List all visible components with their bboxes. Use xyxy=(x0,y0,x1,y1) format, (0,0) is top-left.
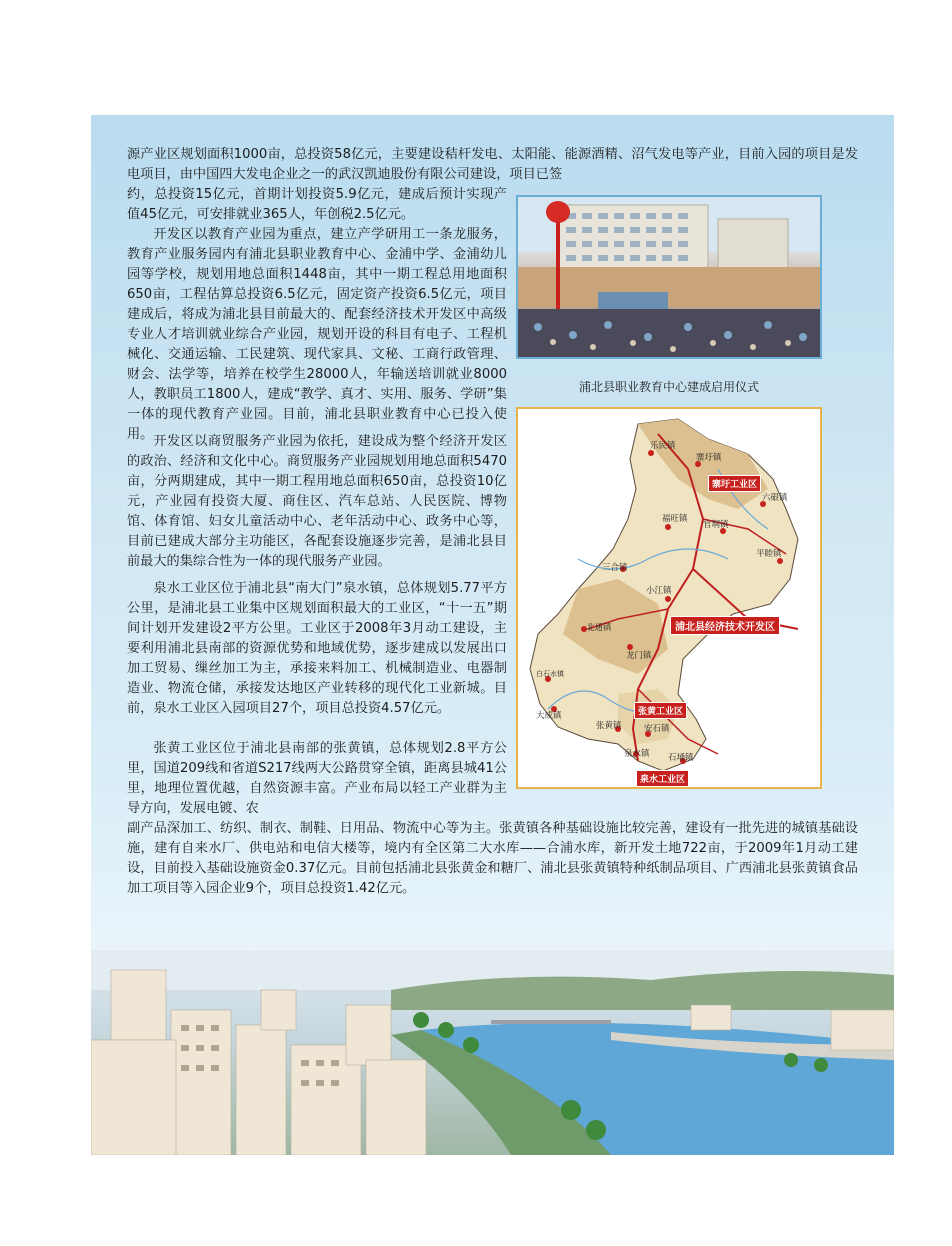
ceremony-photo xyxy=(516,195,822,359)
town-lemin: 乐民镇 xyxy=(650,441,676,451)
town-longmen: 龙门镇 xyxy=(626,651,652,661)
paragraph-zhanghuang-left: 张黄工业区位于浦北县南部的张黄镇，总体规划2.8平方公里，国道209线和省道S217线两大公路贯穿全镇，距离县城41公里，地理位置优越，自然资源丰富。产业布局以轻工产业群为主导方向，发展电镀、农 xyxy=(127,741,507,816)
cityscape-image xyxy=(91,950,894,1155)
photo-caption: 浦北县职业教育中心建成启用仪式 xyxy=(578,380,759,394)
town-sanhe: 三合镇 xyxy=(602,563,628,573)
zone-kaifaqu-label: 浦北县经济技术开发区 xyxy=(670,616,780,635)
paragraph-energy-top: 源产业区规划面积1000亩，总投资58亿元，主要建设秸杆发电、太阳能、能源酒精、沼气发电等产业，目前入园的项目是发电项目，由中国四大发电企业之一的武汉凯迪股份有限公司建设，项目已签 xyxy=(127,147,858,182)
town-anshi: 安石镇 xyxy=(644,724,670,734)
town-dacheng: 大成镇 xyxy=(536,711,562,721)
paragraph-energy-rest: 约，总投资15亿元，首期计划投资5.9亿元，建成后预计实现产值45亿元，可安排就业365人，年创税2.5亿元。 xyxy=(127,187,507,222)
zone-zhaixu-label: 寨圩工业区 xyxy=(708,475,761,492)
town-beitong: 北通镇 xyxy=(586,623,612,633)
paragraph-commerce: 开发区以商贸服务产业园为依托，建设成为整个经济开发区的政治、经济和文化中心。商贸服务产业园规划用地总面积5470亩，分两期建成，其中一期工程用地总面积650亩，总投资10亿元，产业园有投资大厦、商住区、汽车总站、人民医院、博物馆、体育馆、妇女儿童活动中心、老年活动中心、政务中心等，目前已建成大部分主功能区，各配套设施逐步完善，是浦北县目前最大的集综合性为一体的现代服务产业园。 xyxy=(127,434,507,569)
page-panel xyxy=(91,115,894,1155)
town-fuwang: 福旺镇 xyxy=(662,514,688,524)
town-zhanghuang: 张黄镇 xyxy=(596,721,622,731)
town-liuyin: 六硍镇 xyxy=(762,493,788,503)
zone-quanshui-label: 泉水工业区 xyxy=(636,770,689,787)
zone-zhanghuang-label: 张黄工业区 xyxy=(634,702,687,719)
town-quanshui: 泉水镇 xyxy=(624,749,650,759)
town-shiyong: 石埇镇 xyxy=(668,753,694,763)
paragraph-quanshui: 泉水工业区位于浦北县“南大门”泉水镇，总体规划5.77平方公里，是浦北县工业集中区规划面积最大的工业区，“十一五”期间计划开发建设2平方公里。工业区于2008年3月动工建设，主要利用浦北县南部的资源优势和地域优势，逐步建成以发展出口加工贸易、缫丝加工为主，承接来料加工、机械制造业、电器制造业、物流仓储，承接发达地区产业转移的现代化工业新城。目前，泉水工业区入园项目27个，项目总投资4.57亿元。 xyxy=(127,581,507,716)
town-zhaixu: 寨圩镇 xyxy=(696,453,722,463)
paragraph-zhanghuang-full: 副产品深加工、纺织、制衣、制鞋、日用品、物流中心等为主。张黄镇各种基础设施比较完善，建设有一批先进的城镇基础设施，建有自来水厂、供电站和电信大楼等，境内有全区第二大水库——合浦水库，新开发土地722亩，于2009年1月动工建设，目前投入基础设施资金0.37亿元。目前包括浦北县张黄金和糖厂、浦北县张黄镇特种纸制品项目、广西浦北县张黄镇食品加工项目等入园企业9个，项目总投资1.42亿元。 xyxy=(127,821,858,896)
town-baishishui: 白石水镇 xyxy=(536,670,564,678)
town-xiaojiang: 小江镇 xyxy=(646,586,672,596)
town-pingmu: 平睦镇 xyxy=(756,549,782,559)
paragraph-education: 开发区以教育产业园为重点，建立产学研用工一条龙服务，教育产业服务园内有浦北县职业教育中心、金浦中学、金浦幼儿园等学校，规划用地总面积1448亩，其中一期工程总用地面积650亩，工程估算总投资6.5亿元，固定资产投资6.5亿元，项目建成后，将成为浦北县目前最大的、配套经济技术开发区中高级专业人才培训就业综合产业园，规划开设的科目有电子、工程机械化、交通运输、工民建筑、现代家具、文秘、工商行政管理、财会、法学等，培养在校学生28000人，年输送培训就业8000人，教职员工1800人，建成“教学、真才、实用、服务、学研”集一体的现代教育产业园。目前，浦北县职业教育中心已投入使用。 xyxy=(127,227,507,442)
county-map xyxy=(516,407,822,789)
town-guandong: 官垌镇 xyxy=(703,520,729,530)
